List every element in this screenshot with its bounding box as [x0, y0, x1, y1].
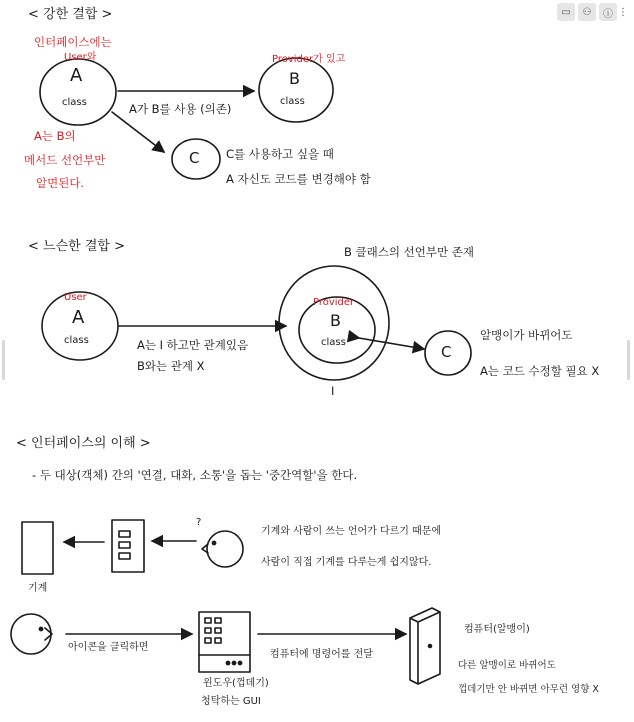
s2-node-b-letter: B: [330, 311, 341, 330]
taskbar-dot-1: [226, 661, 229, 664]
interface-panel: [112, 520, 144, 572]
s2-node-c-letter: C: [441, 343, 452, 361]
computer-box: [410, 608, 440, 684]
s2-arrow-label-line1: A는 I 하고만 관계있음: [137, 338, 249, 352]
person-head-1: [207, 531, 243, 567]
click-label: 아이콘을 클릭하면: [68, 642, 149, 653]
s1-node-b-letter: B: [289, 69, 300, 88]
computer-button: [429, 645, 432, 648]
panel-slot-top: [119, 531, 130, 537]
s1-note-a-line2: 메서드 선언부만: [24, 153, 106, 167]
window-label-line2: 청탁하는 GUI: [201, 696, 261, 707]
comment-icon[interactable]: ▭: [557, 3, 575, 21]
computer-label: 컴퓨터(알맹이): [464, 624, 530, 635]
s2-node-a-sub: class: [64, 335, 89, 346]
s2-user-label: User: [64, 292, 87, 303]
window-icon-6: [215, 638, 221, 643]
s2-node-b-sub: class: [321, 337, 346, 348]
window-icon-5: [205, 638, 211, 643]
s1-heading: < 강한 결합 >: [28, 7, 113, 22]
s2-interface-label: I: [331, 384, 335, 398]
computer-note-line1: 다른 알맹이로 바뀌어도: [458, 660, 556, 671]
s3-heading: < 인터페이스의 이해 >: [16, 436, 151, 451]
s1-node-c-letter: C: [189, 149, 200, 167]
s1-node-b-circle: [259, 58, 333, 122]
person-head-2: [11, 614, 51, 654]
window-icon-4: [215, 628, 221, 633]
s3-note-line2: 사람이 직접 기계를 다루는게 쉽지않다.: [261, 557, 432, 568]
taskbar-dot-3: [238, 661, 241, 664]
person-eye-1: [212, 541, 215, 544]
info-icon[interactable]: ⓘ: [599, 3, 617, 21]
command-label: 컴퓨터에 명령어를 전달: [270, 649, 373, 660]
s1-arrow-a-to-c: [112, 112, 164, 152]
s2-note-c-line2: A는 코드 수정할 필요 X: [480, 364, 600, 378]
s1-node-a-letter: A: [70, 65, 83, 86]
s2-provider-label: Provider: [313, 297, 355, 308]
question-mark: ?: [196, 517, 202, 528]
s1-node-b-sub: class: [280, 96, 305, 107]
machine-box: [22, 522, 53, 574]
s1-node-a-sub: class: [62, 97, 87, 108]
s3-bullet: - 두 대상(객체) 간의 '연결, 대화, 소통'을 돕는 '중간역할'을 한다.: [32, 468, 358, 482]
s1-note-c-line1: C를 사용하고 싶을 때: [226, 147, 334, 161]
machine-label: 기계: [28, 583, 48, 594]
s2-note-b-decl: B 클래스의 선언부만 존재: [344, 245, 474, 259]
s2-note-c-line1: 알맹이가 바뀌어도: [480, 328, 573, 342]
s1-note-interface: 인터페이스에는: [34, 35, 112, 49]
s1-arrow-label: A가 B를 사용 (의존): [129, 102, 232, 116]
person-eye-2: [39, 627, 42, 630]
s1-note-a-line1: A는 B의: [34, 129, 76, 143]
taskbar-dot-2: [232, 661, 235, 664]
window-icon-1: [205, 618, 211, 623]
panel-slot-bot: [119, 553, 130, 559]
s2-node-a-letter: A: [72, 307, 85, 328]
panel-slot-mid: [119, 542, 130, 548]
s3-note-line1: 기계와 사람이 쓰는 언어가 다르기 때문에: [261, 526, 442, 537]
user-icon[interactable]: ⚇: [578, 3, 596, 21]
s2-heading: < 느슨한 결합 >: [28, 239, 125, 254]
s1-user-label: User와: [64, 52, 97, 63]
s2-arrow-label-line2: B와는 관계 X: [137, 359, 205, 373]
computer-note-line2: 껍데기만 안 바뀌면 아무런 영향 X: [458, 684, 599, 695]
s1-note-a-line3: 알면된다.: [36, 176, 85, 190]
window-label-line1: 윈도우(껍데기): [203, 678, 269, 689]
more-icon[interactable]: ⋮: [618, 6, 628, 18]
window-icon-2: [215, 618, 221, 623]
window-icon-3: [205, 628, 211, 633]
s1-note-c-line2: A 자신도 코드를 변경해야 함: [226, 172, 371, 186]
s1-provider-label: Provider가 있고: [272, 54, 346, 65]
